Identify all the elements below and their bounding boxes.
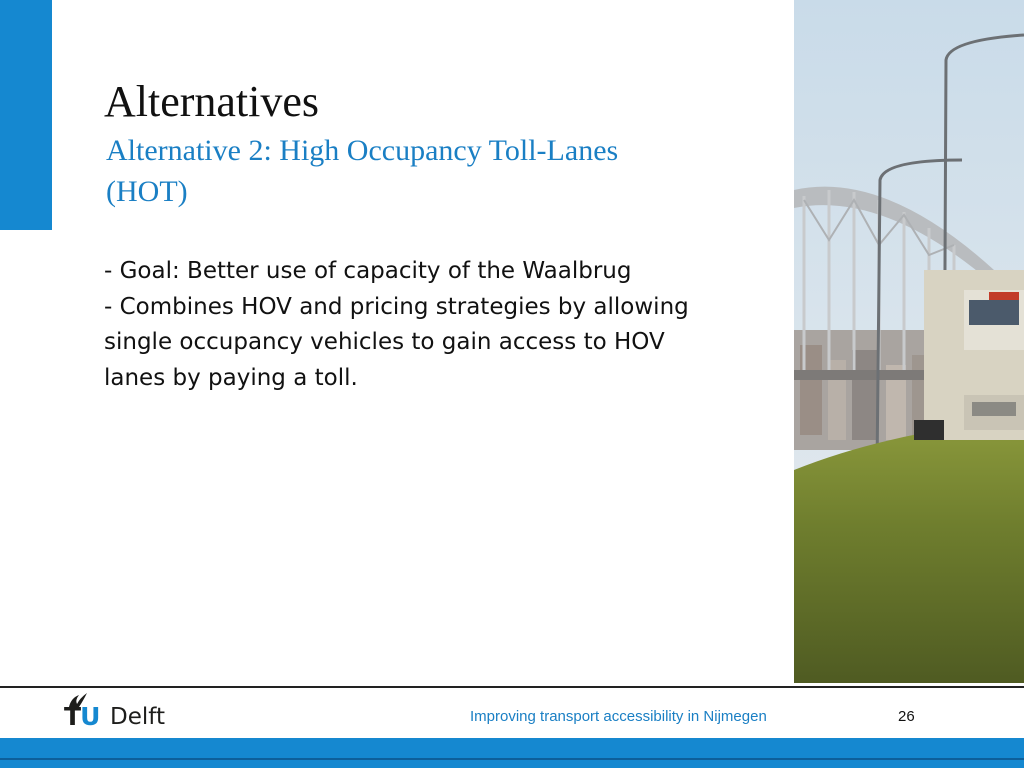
footer-caption: Improving transport accessibility in Nijmegen bbox=[470, 708, 767, 725]
tudelft-logo[interactable] bbox=[64, 692, 174, 736]
bottom-band bbox=[0, 738, 1024, 768]
footer-divider bbox=[0, 686, 1024, 688]
logo-u: U bbox=[80, 702, 100, 731]
logo-t: T bbox=[64, 702, 81, 731]
logo-tu bbox=[64, 702, 99, 731]
slide-title: Alternatives bbox=[104, 77, 320, 126]
bridge-truck-photo bbox=[794, 0, 1024, 683]
accent-bar bbox=[0, 0, 52, 230]
page-number: 26 bbox=[898, 708, 915, 725]
bullet-combines-end: lanes by paying a toll. bbox=[104, 364, 358, 391]
slide-subtitle bbox=[106, 130, 771, 220]
bullet-list bbox=[104, 254, 764, 396]
bullet-goal: - Goal: Better use of capacity of the Waalbrug bbox=[104, 258, 632, 284]
bullet-combines: - Combines HOV and pricing strategies by allowing bbox=[104, 293, 689, 320]
bullet-combines-cont: single occupancy vehicles to gain access to HOV bbox=[104, 329, 665, 355]
logo-delft: Delft bbox=[110, 704, 165, 730]
subtitle-line-2: (HOT) bbox=[106, 175, 188, 208]
bottom-band-line bbox=[0, 758, 1024, 760]
subtitle-line-1: Alternative 2: High Occupancy Toll-Lanes bbox=[106, 134, 619, 167]
